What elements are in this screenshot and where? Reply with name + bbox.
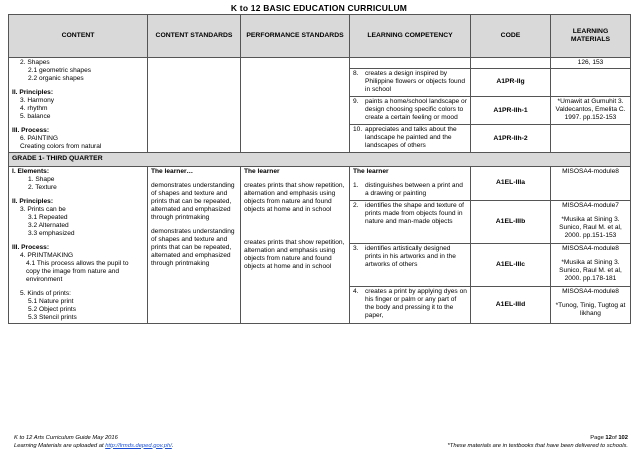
content-item: 2. Shapes: [20, 59, 50, 66]
header-row: [9, 15, 631, 58]
materials-cell: [551, 287, 631, 324]
content-item: 4. PRINTMAKING: [20, 251, 74, 259]
content-standards-cell: [148, 58, 241, 153]
content-heading: II. Principles:: [12, 89, 54, 97]
content-item: 5.2 Object prints: [28, 306, 77, 314]
materials-text: *Musika at Sining 3. Sunico, Raul M. et al, 2000. pp.178-181: [559, 259, 622, 283]
item-number: 3.: [353, 245, 359, 253]
content-heading: III. Process:: [12, 243, 50, 251]
content-heading: II. Principles:: [12, 197, 54, 205]
page-title: K to 12 BASIC EDUCATION CURRICULUM: [230, 3, 408, 13]
competency-cell: [350, 287, 471, 324]
item-number: 4.: [353, 288, 359, 296]
item-number: 1.: [353, 181, 359, 189]
content-item: 3.1 Repeated: [28, 213, 68, 221]
content-item: 2. Texture: [28, 183, 57, 191]
cs-heading: The learner…: [151, 167, 194, 175]
code-cell: A1EL-IIId: [471, 287, 551, 324]
performance-standards-cell: [241, 58, 350, 153]
content-item: 4. rhythm: [20, 105, 48, 113]
ps-heading: The learner: [244, 167, 280, 175]
content-item: 3.2 Alternated: [28, 221, 69, 229]
footer-upload-line: Learning Materials are uploaded at http://lrmds.deped.gov.ph/.: [14, 442, 174, 449]
header-content-standards: CONTENT STANDARDS: [148, 15, 241, 58]
quarter-label: GRADE 1- THIRD QUARTER: [9, 153, 631, 166]
lc-heading: The learner: [353, 167, 389, 175]
competency-text: creates a design inspired by Philippine flowers or objects found in school: [365, 70, 466, 94]
competency-text: distinguishes between a print and a drawing or painting: [365, 181, 463, 197]
item-number: 2.: [353, 202, 359, 210]
header-code: CODE: [471, 15, 551, 58]
header-learning-competency: LEARNING COMPETENCY: [350, 15, 471, 58]
competency-cell: [350, 125, 471, 153]
content-item: 2.1 geometric shapes: [28, 67, 92, 75]
code-cell: A1PR-IIh-1: [471, 97, 551, 125]
materials-text: MISOSA4-module8: [562, 245, 619, 253]
materials-text: MISOSA4-module7: [562, 202, 619, 210]
ps-text: creates prints that show repetition, alternation and emphasis using objects from nature and found objects at home and in school: [244, 238, 345, 270]
page-number: Page 12of 102: [590, 435, 628, 441]
item-number: 10.: [353, 126, 363, 134]
materials-cell: 126, 153: [551, 58, 631, 69]
item-number: 8.: [353, 70, 359, 78]
curriculum-table: [8, 14, 631, 324]
materials-cell: [551, 125, 631, 153]
content-item: 2.2 organic shapes: [28, 75, 84, 83]
code-cell: A1EL-IIIb: [471, 201, 551, 244]
content-standards-cell: [148, 166, 241, 324]
materials-text: MISOSA4-module8: [562, 167, 619, 175]
footer-guide-title: K to 12 Arts Curriculum Guide May 2016: [14, 435, 118, 441]
competency-text: identifies artistically designed prints in his artworks and in the artworks of others: [365, 245, 456, 269]
competency-cell: [350, 244, 471, 287]
content-item: 5.3 Stencil prints: [28, 314, 77, 322]
materials-text: *Tunog, Tinig, Tugtog at likhang: [555, 302, 626, 318]
content-item: 6. PAINTING: [20, 135, 58, 143]
materials-cell: *Umawit at Gumuhit 3. Valdecantos, Emelita C. 1997. pp.152-153: [551, 97, 631, 125]
header-content: CONTENT: [9, 15, 148, 58]
materials-cell: [551, 69, 631, 97]
code-cell: A1PR-IIg: [471, 69, 551, 97]
content-item: 5.1 Nature print: [28, 298, 74, 306]
competency-text: paints a home/school landscape or design choosing specific colors to create a certain feeling or mood: [365, 98, 467, 122]
competency-text: creates a print by applying dyes on his finger or palm or any part of the body and pressing it to the paper,: [365, 288, 467, 320]
footer-right: [448, 435, 628, 450]
materials-text: *Musika at Sining 3. Sunico, Raul M. et al, 2000. pp.151-153: [559, 216, 622, 240]
header-performance-standards: PERFORMANCE STANDARDS: [241, 15, 350, 58]
content-item: Creating colors from natural: [20, 143, 102, 151]
competency-cell: [350, 201, 471, 244]
materials-text: MISOSA4-module8: [562, 288, 619, 296]
item-number: 9.: [353, 98, 359, 106]
code-cell: A1EL-IIIc: [471, 244, 551, 287]
competency-cell: [350, 166, 471, 201]
content-cell: [9, 58, 148, 153]
cs-text: demonstrates understanding of shapes and texture and prints that can be repeated, alternated and emphasized through printmaking: [151, 227, 235, 267]
content-item: 1. Shape: [28, 175, 55, 183]
competency-text: identifies the shape and texture of prints made from objects found in nature and man-made objects: [365, 202, 464, 226]
materials-cell: [551, 201, 631, 244]
content-heading: III. Process:: [12, 127, 50, 135]
materials-cell: [551, 166, 631, 201]
content-heading: I. Elements:: [12, 167, 50, 175]
footer-note: *These materials are in textbooks that have been delivered to schools.: [447, 442, 628, 449]
competency-cell: [350, 69, 471, 97]
code-cell: [471, 58, 551, 69]
competency-cell: [350, 58, 471, 69]
content-cell: [9, 166, 148, 324]
materials-cell: [551, 244, 631, 287]
content-item: 4.1 This process allows the pupil to copy the image from nature and environment: [26, 259, 129, 283]
ps-text: creates prints that show repetition, alternation and emphasis using objects from nature and found objects at home and in school: [244, 181, 345, 213]
competency-text: appreciates and talks about the landscape he painted and the landscapes of others: [365, 126, 457, 150]
table-row: [9, 58, 631, 69]
header-learning-materials: LEARNING MATERIALS: [551, 15, 631, 58]
deped-link[interactable]: http://lrmds.deped.gov.ph/: [105, 442, 172, 449]
performance-standards-cell: [241, 166, 350, 324]
cs-text: demonstrates understanding of shapes and texture and prints that can be repeated, alternated and emphasized through printmaking: [151, 181, 235, 221]
content-item: 3. Prints can be: [20, 205, 66, 213]
code-cell: A1EL-IIIa: [471, 166, 551, 201]
footer-left: [14, 435, 173, 450]
competency-cell: [350, 97, 471, 125]
quarter-row: [9, 153, 631, 166]
table-row: [9, 166, 631, 201]
content-item: 5. Kinds of prints:: [20, 290, 71, 297]
content-item: 3.3 emphasized: [28, 229, 75, 237]
content-item: 5. balance: [20, 113, 51, 121]
code-cell: A1PR-IIh-2: [471, 125, 551, 153]
content-item: 3. Harmony: [20, 97, 55, 105]
